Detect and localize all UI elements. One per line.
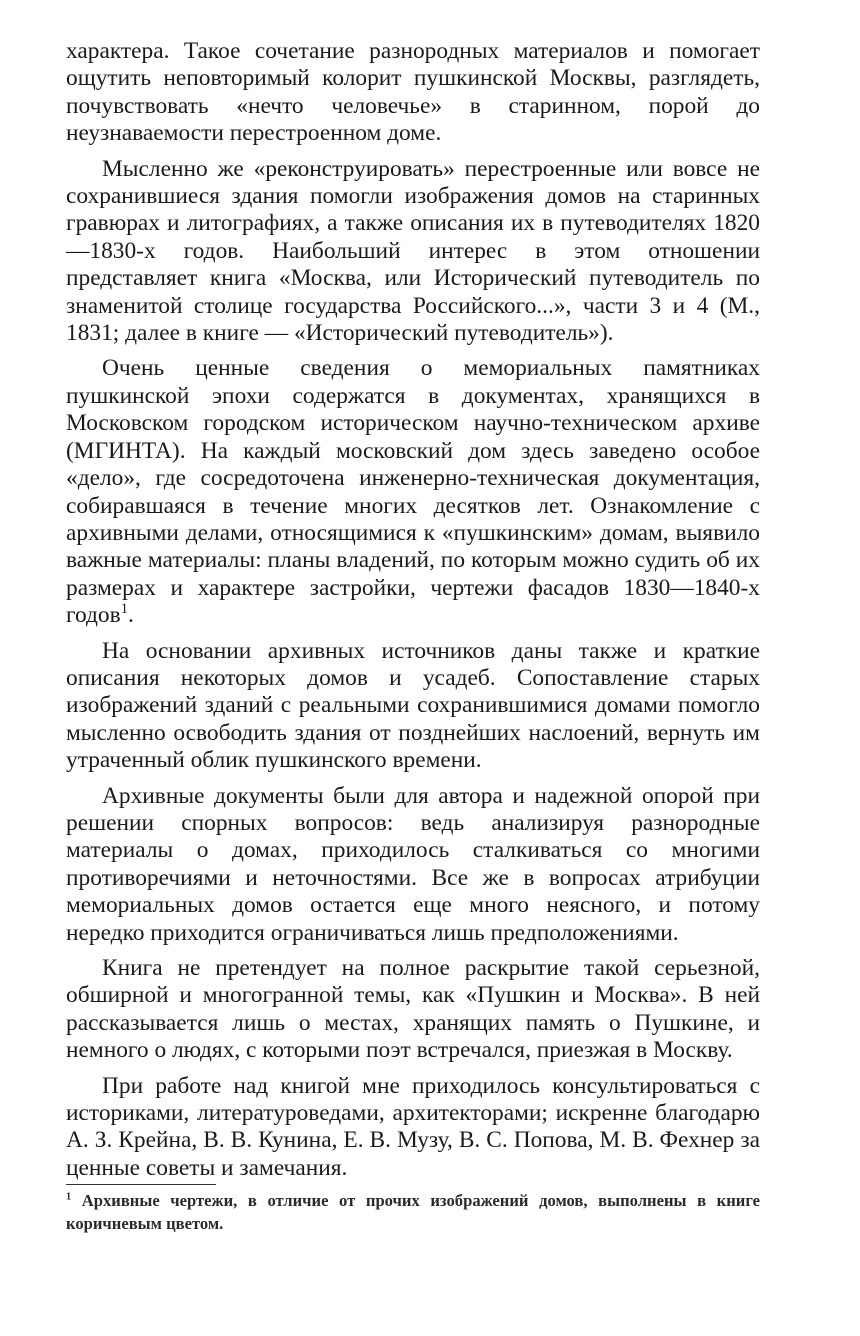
footnote-marker: 1 (66, 1191, 72, 1203)
footnote-divider (66, 1184, 216, 1185)
paragraph-3-text: Очень ценные сведения о мемориальных памятниках пушкинской эпохи содержатся в документах, хранящихся в Московском городском историческом научно-техническом архиве (МГИНТА). На каждый московский дом здесь заведено особое «дело», где сосредоточена инженерно-техническая документация, собиравшаяся в течение многих десятков лет. Ознакомление с архивными делами, относящимися к «пушкинским» домам, выявило важные материалы: планы владений, по которым можно судить об их размерах и характере застройки, чертежи фасадов 1830—1840-х годов (66, 355, 760, 629)
paragraph-4: На основании архивных источников даны также и краткие описания некоторых домов и усадеб. Сопоставление старых изображений зданий с реальными сохранившимися домами помогло мысленно освободить здания от позднейших наслоений, вернуть им утраченный облик пушкинского времени. (66, 637, 760, 774)
paragraph-5: Архивные документы были для автора и надежной опорой при решении спорных вопросов: ведь анализируя разнородные материалы о домах, приходилось сталкиваться со многими противоречиями и неточностями. Все же в вопросах атрибуции мемориальных домов остается еще много неясного, и потому нередко приходится ограничиваться лишь предположениями. (66, 782, 760, 946)
paragraph-3 (66, 355, 760, 629)
footnote-text: Архивные чертежи, в отличие от прочих изображений домов, выполнены в книге коричневым цветом. (66, 1191, 761, 1234)
page-body (66, 38, 760, 1235)
footnote (66, 1189, 760, 1235)
paragraph-2: Мысленно же «реконструировать» перестроенные или вовсе не сохранившиеся здания помогли изображения домов на старинных гравюрах и литографиях, а также описания их в путеводителях 1820—1830-х годов. Наибольший интерес в этом отношении представляет книга «Москва, или Исторический путеводитель по знаменитой столице государства Российского...», части 3 и 4 (М., 1831; далее в книге — «Исторический путеводитель»). (66, 155, 760, 347)
paragraph-3-end: . (127, 602, 134, 629)
paragraph-7: При работе над книгой мне приходилось консультироваться с историками, литературоведами, архитекторами; искренне благодарю А. З. Крейна, В. В. Кунина, Е. В. Музу, В. С. Попова, М. В. Фехнер за ценные советы и замечания. (66, 1072, 760, 1181)
paragraph-6: Книга не претендует на полное раскрытие такой серьезной, обширной и многогранной темы, как «Пушкин и Москва». В ней рассказывается лишь о местах, хранящих память о Пушкине, и немного о людях, с которыми поэт встречался, приезжая в Москву. (66, 955, 760, 1064)
paragraph-1: характера. Такое сочетание разнородных материалов и помогает ощутить неповторимый колорит пушкинской Москвы, разглядеть, почувствовать «нечто человечье» в старинном, порой до неузнаваемости перестроенном доме. (66, 38, 760, 147)
footnote-reference[interactable]: 1 (120, 601, 128, 618)
